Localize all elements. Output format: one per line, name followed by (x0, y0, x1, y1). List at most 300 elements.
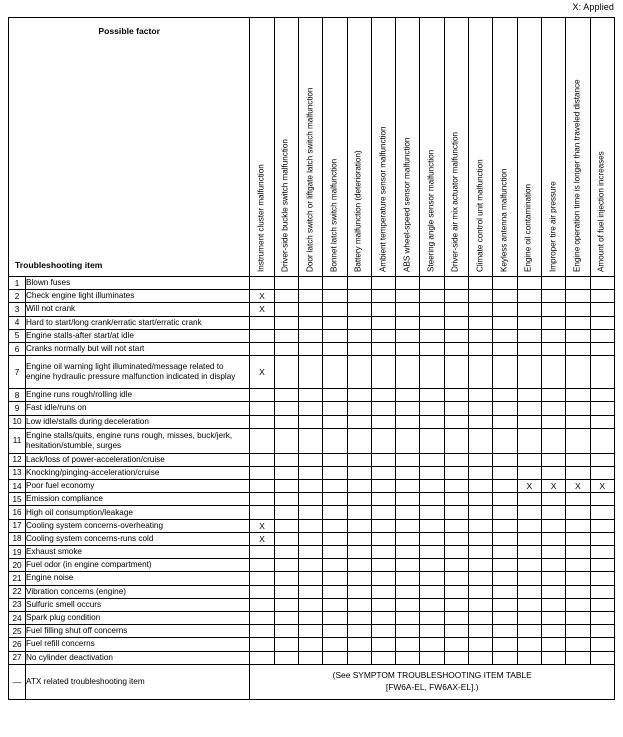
matrix-cell (347, 316, 371, 329)
matrix-cell (347, 532, 371, 545)
matrix-cell (444, 329, 468, 342)
row-label: Fuel odor (in engine compartment) (26, 559, 250, 572)
matrix-cell (250, 402, 274, 415)
column-header-factor (566, 18, 590, 277)
matrix-cell (469, 428, 493, 453)
row-label: Sulfuric smell occurs (26, 598, 250, 611)
matrix-cell (493, 303, 517, 316)
matrix-cell (323, 290, 347, 303)
matrix-cell (444, 585, 468, 598)
matrix-cell (469, 493, 493, 506)
matrix-cell (590, 329, 614, 342)
matrix-cell (323, 356, 347, 389)
matrix-cell (371, 466, 395, 479)
matrix-cell (541, 546, 565, 559)
matrix-cell (541, 342, 565, 355)
matrix-cell (274, 585, 298, 598)
matrix-cell (444, 572, 468, 585)
matrix-cell (517, 611, 541, 624)
matrix-cell (517, 572, 541, 585)
matrix-cell (298, 532, 322, 545)
matrix-cell (493, 277, 517, 290)
matrix-cell-applied: X (590, 480, 614, 493)
matrix-cell (566, 428, 590, 453)
matrix-cell (420, 466, 444, 479)
matrix-cell (541, 572, 565, 585)
table-row (9, 493, 615, 506)
matrix-cell (396, 611, 420, 624)
matrix-cell (371, 598, 395, 611)
column-header-factor (420, 18, 444, 277)
row-label: No cylinder deactivation (26, 651, 250, 664)
matrix-cell (566, 625, 590, 638)
row-number: 26 (9, 638, 26, 651)
matrix-cell (298, 480, 322, 493)
matrix-cell (298, 651, 322, 664)
matrix-cell (274, 506, 298, 519)
matrix-cell-applied: X (250, 303, 274, 316)
matrix-cell (469, 506, 493, 519)
matrix-cell (420, 559, 444, 572)
matrix-cell (298, 277, 322, 290)
matrix-cell (590, 428, 614, 453)
matrix-cell (590, 638, 614, 651)
matrix-cell (493, 598, 517, 611)
matrix-cell (444, 356, 468, 389)
matrix-cell-applied: X (250, 356, 274, 389)
row-number: 24 (9, 611, 26, 624)
matrix-cell (444, 506, 468, 519)
table-row (9, 342, 615, 355)
matrix-cell (371, 585, 395, 598)
matrix-cell (323, 611, 347, 624)
column-header-label: ABS wheel-speed sensor malfunction (402, 137, 412, 272)
matrix-cell (517, 415, 541, 428)
row-number: 19 (9, 546, 26, 559)
matrix-cell (566, 559, 590, 572)
matrix-cell (250, 546, 274, 559)
table-row (9, 546, 615, 559)
matrix-cell (517, 546, 541, 559)
matrix-cell (541, 428, 565, 453)
row-number: 1 (9, 277, 26, 290)
matrix-cell (541, 532, 565, 545)
matrix-cell (493, 316, 517, 329)
column-header-label: Improper tire air pressure (548, 181, 558, 272)
matrix-cell (566, 329, 590, 342)
matrix-cell (541, 519, 565, 532)
column-header-factor (493, 18, 517, 277)
matrix-cell (274, 572, 298, 585)
matrix-cell (420, 611, 444, 624)
matrix-cell (469, 638, 493, 651)
matrix-cell (541, 638, 565, 651)
matrix-cell (444, 428, 468, 453)
table-row (9, 303, 615, 316)
matrix-cell (566, 572, 590, 585)
table-row (9, 585, 615, 598)
matrix-cell-applied: X (250, 290, 274, 303)
row-number: 23 (9, 598, 26, 611)
possible-factor-title: Possible factor (98, 26, 160, 36)
footer-note-line-2: [FW6A-EL, FW6AX-EL].) (385, 681, 479, 692)
matrix-cell (371, 389, 395, 402)
matrix-cell (517, 277, 541, 290)
matrix-cell (590, 356, 614, 389)
matrix-cell (517, 559, 541, 572)
matrix-cell (371, 290, 395, 303)
row-number: 3 (9, 303, 26, 316)
matrix-cell (371, 651, 395, 664)
footer-row (9, 664, 615, 699)
matrix-cell (590, 585, 614, 598)
matrix-cell (274, 559, 298, 572)
matrix-cell (566, 611, 590, 624)
matrix-cell (590, 532, 614, 545)
matrix-cell (298, 546, 322, 559)
matrix-cell (298, 572, 322, 585)
matrix-cell-applied: X (250, 519, 274, 532)
matrix-cell (371, 519, 395, 532)
matrix-cell (444, 651, 468, 664)
row-label: Fuel filling shut off concerns (26, 625, 250, 638)
matrix-cell (590, 316, 614, 329)
matrix-cell (396, 428, 420, 453)
table-row (9, 625, 615, 638)
matrix-cell (323, 546, 347, 559)
matrix-cell (371, 356, 395, 389)
matrix-cell (444, 611, 468, 624)
matrix-cell (396, 402, 420, 415)
row-label: Engine stalls/quits, engine runs rough, misses, buck/jerk, hesitation/stumble, surges (26, 428, 250, 453)
matrix-cell (420, 389, 444, 402)
matrix-cell (566, 415, 590, 428)
row-number: 4 (9, 316, 26, 329)
matrix-cell (517, 389, 541, 402)
matrix-cell (469, 651, 493, 664)
table-row (9, 466, 615, 479)
matrix-cell (298, 329, 322, 342)
row-label: Spark plug condition (26, 611, 250, 624)
matrix-cell (323, 625, 347, 638)
matrix-cell (493, 572, 517, 585)
matrix-cell (444, 415, 468, 428)
matrix-cell (274, 329, 298, 342)
matrix-cell (323, 493, 347, 506)
matrix-cell (347, 546, 371, 559)
matrix-cell (347, 303, 371, 316)
matrix-cell (541, 598, 565, 611)
troubleshooting-matrix-container (8, 17, 615, 700)
matrix-cell (444, 389, 468, 402)
column-header-factor (590, 18, 614, 277)
matrix-cell (566, 598, 590, 611)
matrix-cell (566, 585, 590, 598)
matrix-cell (444, 342, 468, 355)
matrix-cell (298, 611, 322, 624)
matrix-cell (541, 415, 565, 428)
matrix-cell (517, 356, 541, 389)
matrix-cell (250, 611, 274, 624)
table-row (9, 356, 615, 389)
table-row (9, 638, 615, 651)
matrix-cell (298, 428, 322, 453)
matrix-cell (371, 402, 395, 415)
table-row (9, 559, 615, 572)
table-row (9, 519, 615, 532)
column-header-label: Steering angle sensor malfunction (426, 149, 436, 272)
column-header-label: Battery malfunction (deterioration) (353, 150, 363, 272)
matrix-cell (323, 638, 347, 651)
column-header-factor (396, 18, 420, 277)
row-number: 7 (9, 356, 26, 389)
matrix-cell (566, 389, 590, 402)
matrix-cell (298, 585, 322, 598)
matrix-cell (517, 329, 541, 342)
matrix-cell (590, 546, 614, 559)
footer-row-number: — (9, 664, 26, 699)
matrix-cell (347, 466, 371, 479)
row-label: Lack/loss of power-acceleration/cruise (26, 453, 250, 466)
matrix-cell (371, 546, 395, 559)
matrix-cell (517, 303, 541, 316)
matrix-cell (590, 611, 614, 624)
column-header-factor (469, 18, 493, 277)
matrix-cell (250, 559, 274, 572)
table-row (9, 402, 615, 415)
row-label: Fast idle/runs on (26, 402, 250, 415)
row-number: 9 (9, 402, 26, 415)
matrix-cell (396, 466, 420, 479)
matrix-cell (347, 651, 371, 664)
footer-note-line-1: (See SYMPTOM TROUBLESHOOTING ITEM TABLE (332, 670, 532, 681)
matrix-cell (541, 453, 565, 466)
matrix-cell (420, 638, 444, 651)
matrix-cell (420, 290, 444, 303)
matrix-cell (274, 402, 298, 415)
matrix-cell (493, 559, 517, 572)
matrix-cell (274, 453, 298, 466)
matrix-cell (274, 356, 298, 389)
matrix-cell (517, 585, 541, 598)
matrix-cell (396, 329, 420, 342)
matrix-cell (590, 572, 614, 585)
matrix-cell (444, 480, 468, 493)
row-number: 16 (9, 506, 26, 519)
matrix-cell (493, 389, 517, 402)
matrix-cell (469, 415, 493, 428)
matrix-cell (274, 277, 298, 290)
table-row (9, 598, 615, 611)
table-row (9, 480, 615, 493)
matrix-cell (420, 316, 444, 329)
matrix-cell (493, 585, 517, 598)
table-row (9, 506, 615, 519)
column-header-label: Door latch switch or liftgate latch switch malfunction (305, 87, 315, 272)
matrix-cell (371, 415, 395, 428)
row-label: Poor fuel economy (26, 480, 250, 493)
row-number: 5 (9, 329, 26, 342)
matrix-header (9, 18, 615, 277)
matrix-cell (420, 342, 444, 355)
matrix-cell (541, 316, 565, 329)
matrix-cell (347, 559, 371, 572)
matrix-cell (323, 303, 347, 316)
matrix-cell (347, 290, 371, 303)
matrix-cell (396, 316, 420, 329)
footer-row-label: ATX related troubleshooting item (26, 664, 250, 699)
matrix-cell (347, 342, 371, 355)
matrix-cell (274, 480, 298, 493)
matrix-cell (347, 585, 371, 598)
matrix-cell (541, 625, 565, 638)
matrix-header-row (9, 18, 615, 277)
matrix-cell (274, 342, 298, 355)
footer-reference-note (250, 664, 615, 699)
matrix-cell (347, 519, 371, 532)
matrix-cell (274, 532, 298, 545)
matrix-cell (274, 611, 298, 624)
matrix-cell (590, 651, 614, 664)
matrix-cell (590, 598, 614, 611)
matrix-cell (420, 356, 444, 389)
matrix-cell (396, 389, 420, 402)
matrix-cell (444, 638, 468, 651)
legend-text: X: Applied (572, 2, 614, 12)
matrix-cell (469, 342, 493, 355)
matrix-cell (517, 493, 541, 506)
matrix-cell (493, 638, 517, 651)
matrix-cell (469, 303, 493, 316)
matrix-cell (396, 572, 420, 585)
row-label: Cranks normally but will not start (26, 342, 250, 355)
matrix-cell (347, 277, 371, 290)
header-corner-cell (9, 18, 250, 277)
matrix-cell (396, 290, 420, 303)
row-label: Vibration concerns (engine) (26, 585, 250, 598)
matrix-cell (371, 303, 395, 316)
row-number: 17 (9, 519, 26, 532)
matrix-cell (469, 389, 493, 402)
matrix-cell (590, 277, 614, 290)
matrix-cell (396, 559, 420, 572)
matrix-cell (298, 598, 322, 611)
row-number: 20 (9, 559, 26, 572)
matrix-cell (420, 277, 444, 290)
matrix-cell (444, 466, 468, 479)
matrix-cell (274, 598, 298, 611)
matrix-cell (250, 428, 274, 453)
row-label: Hard to start/long crank/erratic start/erratic crank (26, 316, 250, 329)
table-row (9, 329, 615, 342)
matrix-cell (469, 625, 493, 638)
matrix-cell (298, 453, 322, 466)
table-row (9, 453, 615, 466)
matrix-cell (250, 389, 274, 402)
matrix-cell (590, 389, 614, 402)
matrix-cell (566, 277, 590, 290)
matrix-cell (298, 625, 322, 638)
matrix-cell (420, 480, 444, 493)
matrix-cell (493, 453, 517, 466)
matrix-cell (396, 480, 420, 493)
matrix-cell (420, 303, 444, 316)
matrix-cell (566, 356, 590, 389)
column-header-factor (541, 18, 565, 277)
column-header-factor (444, 18, 468, 277)
matrix-cell (298, 506, 322, 519)
matrix-cell (541, 466, 565, 479)
matrix-cell (347, 506, 371, 519)
row-label: Cooling system concerns-runs cold (26, 532, 250, 545)
row-label: Engine runs rough/rolling idle (26, 389, 250, 402)
column-header-label: Bonnet latch switch malfunction (329, 158, 339, 272)
matrix-cell (444, 625, 468, 638)
table-row (9, 277, 615, 290)
matrix-cell (493, 402, 517, 415)
matrix-cell (298, 466, 322, 479)
matrix-cell (250, 480, 274, 493)
matrix-cell (274, 290, 298, 303)
matrix-cell (298, 559, 322, 572)
matrix-cell (566, 316, 590, 329)
matrix-cell (493, 290, 517, 303)
column-header-factor (371, 18, 395, 277)
matrix-cell (517, 506, 541, 519)
matrix-cell (566, 651, 590, 664)
matrix-cell (323, 389, 347, 402)
matrix-cell (250, 415, 274, 428)
row-number: 10 (9, 415, 26, 428)
matrix-cell (323, 453, 347, 466)
matrix-cell (274, 303, 298, 316)
troubleshooting-matrix (8, 17, 615, 700)
matrix-cell (323, 428, 347, 453)
matrix-cell (396, 638, 420, 651)
matrix-cell (323, 316, 347, 329)
matrix-cell (274, 638, 298, 651)
matrix-cell (420, 585, 444, 598)
matrix-cell (347, 329, 371, 342)
matrix-cell (298, 389, 322, 402)
row-number: 8 (9, 389, 26, 402)
matrix-cell (323, 415, 347, 428)
matrix-cell (493, 651, 517, 664)
matrix-cell (274, 493, 298, 506)
row-label: High oil consumption/leakage (26, 506, 250, 519)
matrix-cell (493, 415, 517, 428)
matrix-cell (493, 428, 517, 453)
row-label: Engine stalls-after start/at idle (26, 329, 250, 342)
matrix-cell (347, 356, 371, 389)
matrix-cell (323, 342, 347, 355)
matrix-cell (323, 572, 347, 585)
matrix-cell (298, 290, 322, 303)
matrix-cell (396, 519, 420, 532)
matrix-cell (420, 651, 444, 664)
matrix-cell (444, 519, 468, 532)
matrix-cell (566, 638, 590, 651)
column-header-factor (323, 18, 347, 277)
matrix-cell (541, 559, 565, 572)
row-label: Engine oil warning light illuminated/message related to engine hydraulic pressure malfunction indicated in display (26, 356, 250, 389)
matrix-cell (444, 598, 468, 611)
matrix-cell (566, 506, 590, 519)
matrix-cell (590, 506, 614, 519)
row-label: Fuel refill concerns (26, 638, 250, 651)
matrix-cell (493, 342, 517, 355)
row-number: 25 (9, 625, 26, 638)
